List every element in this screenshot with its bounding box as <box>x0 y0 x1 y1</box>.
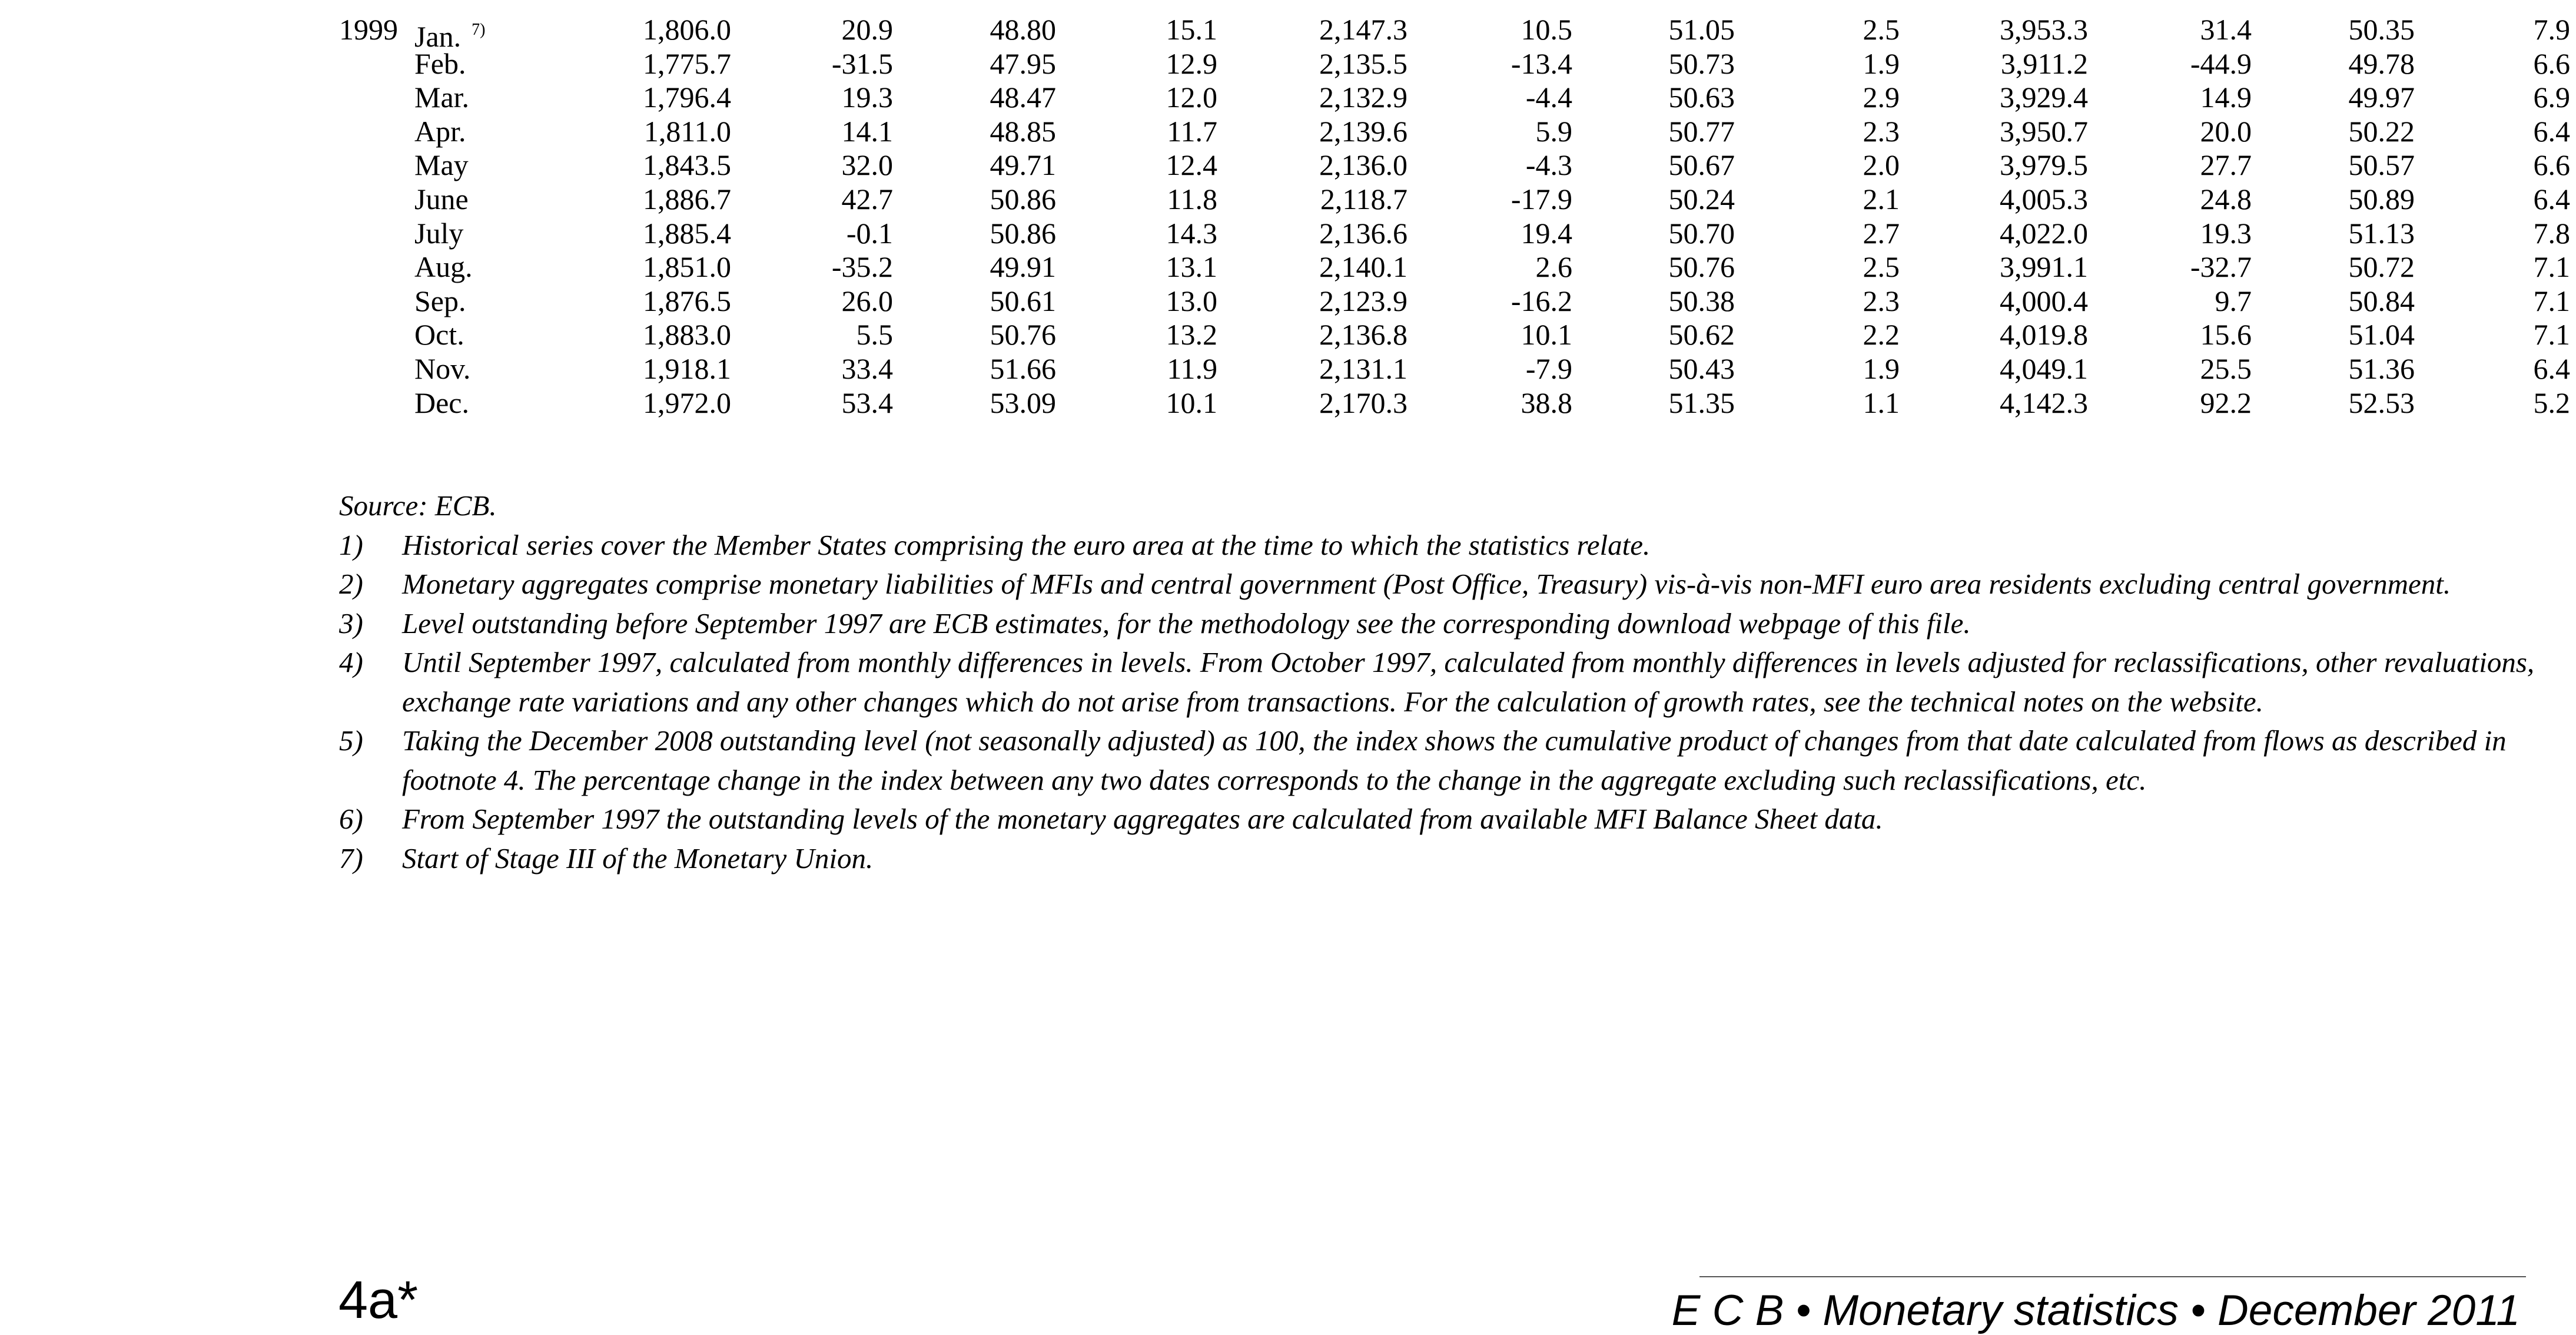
footnote-number: 3) <box>339 607 363 640</box>
table-cell: 42.7 <box>841 182 893 216</box>
table-cell: 2.3 <box>1863 114 1900 148</box>
table-cell: 7.1 <box>2533 250 2570 284</box>
table-cell: 50.77 <box>1668 114 1735 148</box>
table-cell: 50.86 <box>990 182 1056 216</box>
table-cell: 19.4 <box>1521 216 1572 250</box>
table-cell: 11.9 <box>1167 352 1217 385</box>
table-cell: 1,806.0 <box>643 13 731 46</box>
footnote-number: 2) <box>339 568 363 600</box>
table-cell: 14.1 <box>841 114 893 148</box>
month-text: Aug. <box>414 250 473 284</box>
table-cell: -13.4 <box>1511 47 1572 80</box>
table-cell: 9.7 <box>2215 284 2252 317</box>
month-text: May <box>414 148 469 182</box>
table-cell: 4,049.1 <box>2000 352 2088 385</box>
month-label <box>414 318 464 352</box>
table-cell: 2,170.3 <box>1319 386 1407 419</box>
table-cell: 7.1 <box>2533 284 2570 317</box>
month-label <box>414 352 470 386</box>
table-cell: 50.35 <box>2348 13 2415 46</box>
footnote-item <box>339 565 2558 604</box>
footnote-item <box>339 721 2558 800</box>
page-number: 4a* <box>338 1271 419 1330</box>
table-cell: 2,118.7 <box>1320 182 1407 216</box>
month-label <box>414 284 466 319</box>
month-text: Dec. <box>414 386 469 419</box>
month-label <box>414 47 466 81</box>
table-cell: 1,885.4 <box>643 216 731 250</box>
table-cell: 51.36 <box>2348 352 2415 385</box>
table-cell: -44.9 <box>2190 47 2252 80</box>
table-row <box>339 217 2576 251</box>
table-cell: 48.47 <box>990 81 1056 114</box>
source-note: Source: ECB. <box>339 489 497 522</box>
table-cell: 2.0 <box>1863 148 1900 182</box>
table-cell: 13.0 <box>1166 284 1217 317</box>
month-text: Apr. <box>414 114 466 148</box>
table-cell: -4.4 <box>1525 81 1572 114</box>
month-text: Nov. <box>414 352 471 385</box>
table-cell: 50.76 <box>990 318 1056 352</box>
footnote-number: 5) <box>339 724 363 757</box>
month-text: Oct. <box>414 318 464 352</box>
table-cell: 20.0 <box>2200 114 2252 148</box>
footer-title: E C B • Monetary statistics • December 2011 <box>1671 1287 2520 1334</box>
table-cell: 2,139.6 <box>1319 114 1407 148</box>
table-cell: 10.1 <box>1166 386 1217 419</box>
table-cell: 47.95 <box>990 47 1056 80</box>
year-label: 1999 <box>339 13 398 46</box>
table-cell: 5.9 <box>1535 114 1572 148</box>
table-cell: -16.2 <box>1511 284 1572 317</box>
table-cell: 25.5 <box>2200 352 2252 385</box>
table-cell: 2.5 <box>1863 250 1900 284</box>
month-text: Feb. <box>414 47 466 80</box>
table-cell: 11.8 <box>1167 182 1217 216</box>
table-cell: 2.9 <box>1863 81 1900 114</box>
table-cell: 24.8 <box>2200 182 2252 216</box>
footnote-number: 6) <box>339 803 363 835</box>
table-cell: -17.9 <box>1511 182 1572 216</box>
table-cell: 2,123.9 <box>1319 284 1407 317</box>
table-cell: -4.3 <box>1525 148 1572 182</box>
table-cell: 50.70 <box>1668 216 1735 250</box>
month-label <box>414 386 469 420</box>
table-cell: 33.4 <box>841 352 893 385</box>
footnote-number: 1) <box>339 528 363 561</box>
footnote-text: Taking the December 2008 outstanding level (not seasonally adjusted) as 100, the index shows the cumulative product of changes from that date calculated from flows as described in footnote 4. The percentage change in the index between any two dates corresponds to the change in the aggregate excluding such reclassifications, etc. <box>402 724 2507 796</box>
table-cell: 3,979.5 <box>2000 148 2088 182</box>
month-text: July <box>414 216 464 250</box>
table-cell: 92.2 <box>2200 386 2252 419</box>
table-cell: 50.62 <box>1668 318 1735 352</box>
table-cell: 14.3 <box>1166 216 1217 250</box>
table-cell: 2.3 <box>1863 284 1900 317</box>
table-cell: 51.04 <box>2348 318 2415 352</box>
table-cell: 50.63 <box>1668 81 1735 114</box>
table-cell: 1,851.0 <box>643 250 731 284</box>
table-cell: 4,005.3 <box>2000 182 2088 216</box>
footnote-number: 7) <box>339 842 363 874</box>
table-cell: 11.7 <box>1167 114 1217 148</box>
table-cell: 52.53 <box>2348 386 2415 419</box>
footnote-list <box>339 526 2558 879</box>
table-cell: 50.84 <box>2348 284 2415 317</box>
table-cell: 50.22 <box>2348 114 2415 148</box>
table-cell: -7.9 <box>1525 352 1572 385</box>
table-cell: 49.97 <box>2348 81 2415 114</box>
table-cell: 6.6 <box>2533 47 2570 80</box>
table-cell: 4,022.0 <box>2000 216 2088 250</box>
table-cell: 2,131.1 <box>1319 352 1407 385</box>
table-cell: 3,953.3 <box>2000 13 2088 46</box>
footnote-item <box>339 526 2558 565</box>
table-cell: 2,132.9 <box>1319 81 1407 114</box>
table-cell: 20.9 <box>841 13 893 46</box>
month-text: Sep. <box>414 284 466 317</box>
table-cell: 48.80 <box>990 13 1056 46</box>
table-cell: 1,918.1 <box>643 352 731 385</box>
table-cell: 3,911.2 <box>2000 47 2088 80</box>
table-cell: 1.9 <box>1863 352 1900 385</box>
table-cell: 1,796.4 <box>643 81 731 114</box>
footnote-item <box>339 839 2558 879</box>
table-cell: 10.1 <box>1521 318 1572 352</box>
table-cell: 10.5 <box>1521 13 1572 46</box>
table-cell: 1.9 <box>1863 47 1900 80</box>
table-cell: 1,843.5 <box>643 148 731 182</box>
table-row <box>339 47 2576 81</box>
table-cell: -31.5 <box>831 47 893 80</box>
table-cell: 2.5 <box>1863 13 1900 46</box>
table-cell: 13.1 <box>1166 250 1217 284</box>
table-row <box>339 250 2576 284</box>
table-cell: 13.2 <box>1166 318 1217 352</box>
table-cell: 31.4 <box>2200 13 2252 46</box>
table-row <box>339 352 2576 386</box>
table-cell: 50.57 <box>2348 148 2415 182</box>
table-cell: 4,019.8 <box>2000 318 2088 352</box>
table-cell: 50.38 <box>1668 284 1735 317</box>
table-cell: 2,147.3 <box>1319 13 1407 46</box>
data-table <box>339 13 2576 420</box>
month-label <box>414 115 466 149</box>
footnote-text: Until September 1997, calculated from monthly differences in levels. From October 1997, calculated from monthly differences in levels adjusted for reclassifications, other revaluations, exchange rate variations and any other changes which do not arise from transactions. For the calculation of growth rates, see the technical notes on the website. <box>402 646 2535 718</box>
month-text: June <box>414 182 469 216</box>
table-cell: 1,972.0 <box>643 386 731 419</box>
month-label <box>414 217 463 251</box>
table-cell: 2,136.0 <box>1319 148 1407 182</box>
table-cell: 3,950.7 <box>2000 114 2088 148</box>
footnote-text: Level outstanding before September 1997 are ECB estimates, for the methodology see the corresponding download webpage of this file. <box>402 607 1971 640</box>
table-cell: 50.61 <box>990 284 1056 317</box>
footnote-item <box>339 643 2558 721</box>
month-label <box>414 81 469 115</box>
table-cell: 1,883.0 <box>643 318 731 352</box>
table-row <box>339 13 2576 53</box>
table-cell: 12.0 <box>1166 81 1217 114</box>
table-cell: 1.1 <box>1863 386 1900 419</box>
table-row <box>339 81 2576 115</box>
notes-section <box>339 486 2558 878</box>
table-cell: 5.2 <box>2533 386 2570 419</box>
month-label <box>414 148 469 183</box>
table-cell: 6.9 <box>2533 81 2570 114</box>
table-cell: 19.3 <box>2200 216 2252 250</box>
footnote-item <box>339 604 2558 644</box>
table-cell: 38.8 <box>1521 386 1572 419</box>
table-cell: 1,775.7 <box>643 47 731 80</box>
month-text: Mar. <box>414 81 470 114</box>
footnote-item <box>339 800 2558 839</box>
table-cell: 2.6 <box>1535 250 1572 284</box>
table-cell: 1,811.0 <box>643 114 731 148</box>
table-cell: 50.89 <box>2348 182 2415 216</box>
table-cell: 50.67 <box>1668 148 1735 182</box>
table-cell: 6.4 <box>2533 352 2570 385</box>
table-cell: 12.4 <box>1166 148 1217 182</box>
table-cell: 2.7 <box>1863 216 1900 250</box>
table-cell: 3,929.4 <box>2000 81 2088 114</box>
table-cell: 53.4 <box>841 386 893 419</box>
month-label <box>414 183 469 217</box>
table-cell: 1,886.7 <box>643 182 731 216</box>
table-cell: 1,876.5 <box>643 284 731 317</box>
table-row <box>339 183 2576 217</box>
table-cell: 50.86 <box>990 216 1056 250</box>
footnote-text: Start of Stage III of the Monetary Union. <box>402 842 874 874</box>
table-cell: 32.0 <box>841 148 893 182</box>
table-cell: 7.1 <box>2533 318 2570 352</box>
month-label <box>414 250 473 284</box>
table-cell: 26.0 <box>841 284 893 317</box>
table-cell: 12.9 <box>1166 47 1217 80</box>
table-cell: 14.9 <box>2200 81 2252 114</box>
footnote-text: Historical series cover the Member States comprising the euro area at the time to which the statistics relate. <box>402 528 1651 561</box>
table-cell: 50.73 <box>1668 47 1735 80</box>
table-cell: -0.1 <box>846 216 893 250</box>
table-cell: 50.72 <box>2348 250 2415 284</box>
table-cell: 15.6 <box>2200 318 2252 352</box>
table-cell: 2.1 <box>1863 182 1900 216</box>
table-cell: 49.78 <box>2348 47 2415 80</box>
table-cell: 4,142.3 <box>2000 386 2088 419</box>
table-cell: 5.5 <box>856 318 893 352</box>
table-cell: -35.2 <box>831 250 893 284</box>
table-cell: 6.4 <box>2533 182 2570 216</box>
table-cell: 51.66 <box>990 352 1056 385</box>
table-cell: 49.71 <box>990 148 1056 182</box>
footnote-number: 4) <box>339 646 363 678</box>
table-row <box>339 284 2576 319</box>
footnote-text: Monetary aggregates comprise monetary liabilities of MFIs and central government (Post Office, Treasury) vis-à-vis non-MFI euro area residents excluding central government. <box>402 568 2451 600</box>
table-cell: 50.76 <box>1668 250 1735 284</box>
table-cell: 7.8 <box>2533 216 2570 250</box>
table-cell: -32.7 <box>2190 250 2252 284</box>
table-cell: 6.4 <box>2533 114 2570 148</box>
month-text: Jan. <box>414 20 462 53</box>
footnote-marker: 7) <box>472 21 486 39</box>
table-cell: 51.05 <box>1668 13 1735 46</box>
table-cell: 2,140.1 <box>1319 250 1407 284</box>
table-cell: 3,991.1 <box>2000 250 2088 284</box>
footer-divider <box>1699 1276 2526 1277</box>
table-cell: 53.09 <box>990 386 1056 419</box>
table-cell: 51.13 <box>2348 216 2415 250</box>
table-row <box>339 115 2576 149</box>
table-cell: 7.9 <box>2533 13 2570 46</box>
table-cell: 6.6 <box>2533 148 2570 182</box>
table-cell: 2.2 <box>1863 318 1900 352</box>
footnote-text: From September 1997 the outstanding levels of the monetary aggregates are calculated from available MFI Balance Sheet data. <box>402 803 1883 835</box>
table-cell: 51.35 <box>1668 386 1735 419</box>
table-cell: 50.43 <box>1668 352 1735 385</box>
table-cell: 15.1 <box>1166 13 1217 46</box>
table-row <box>339 318 2576 352</box>
table-cell: 2,136.8 <box>1319 318 1407 352</box>
table-cell: 2,136.6 <box>1319 216 1407 250</box>
table-cell: 19.3 <box>841 81 893 114</box>
table-cell: 4,000.4 <box>2000 284 2088 317</box>
table-cell: 49.91 <box>990 250 1056 284</box>
table-cell: 48.85 <box>990 114 1056 148</box>
table-row <box>339 386 2576 420</box>
table-cell: 27.7 <box>2200 148 2252 182</box>
table-cell: 50.24 <box>1668 182 1735 216</box>
table-cell: 2,135.5 <box>1319 47 1407 80</box>
table-row <box>339 148 2576 183</box>
